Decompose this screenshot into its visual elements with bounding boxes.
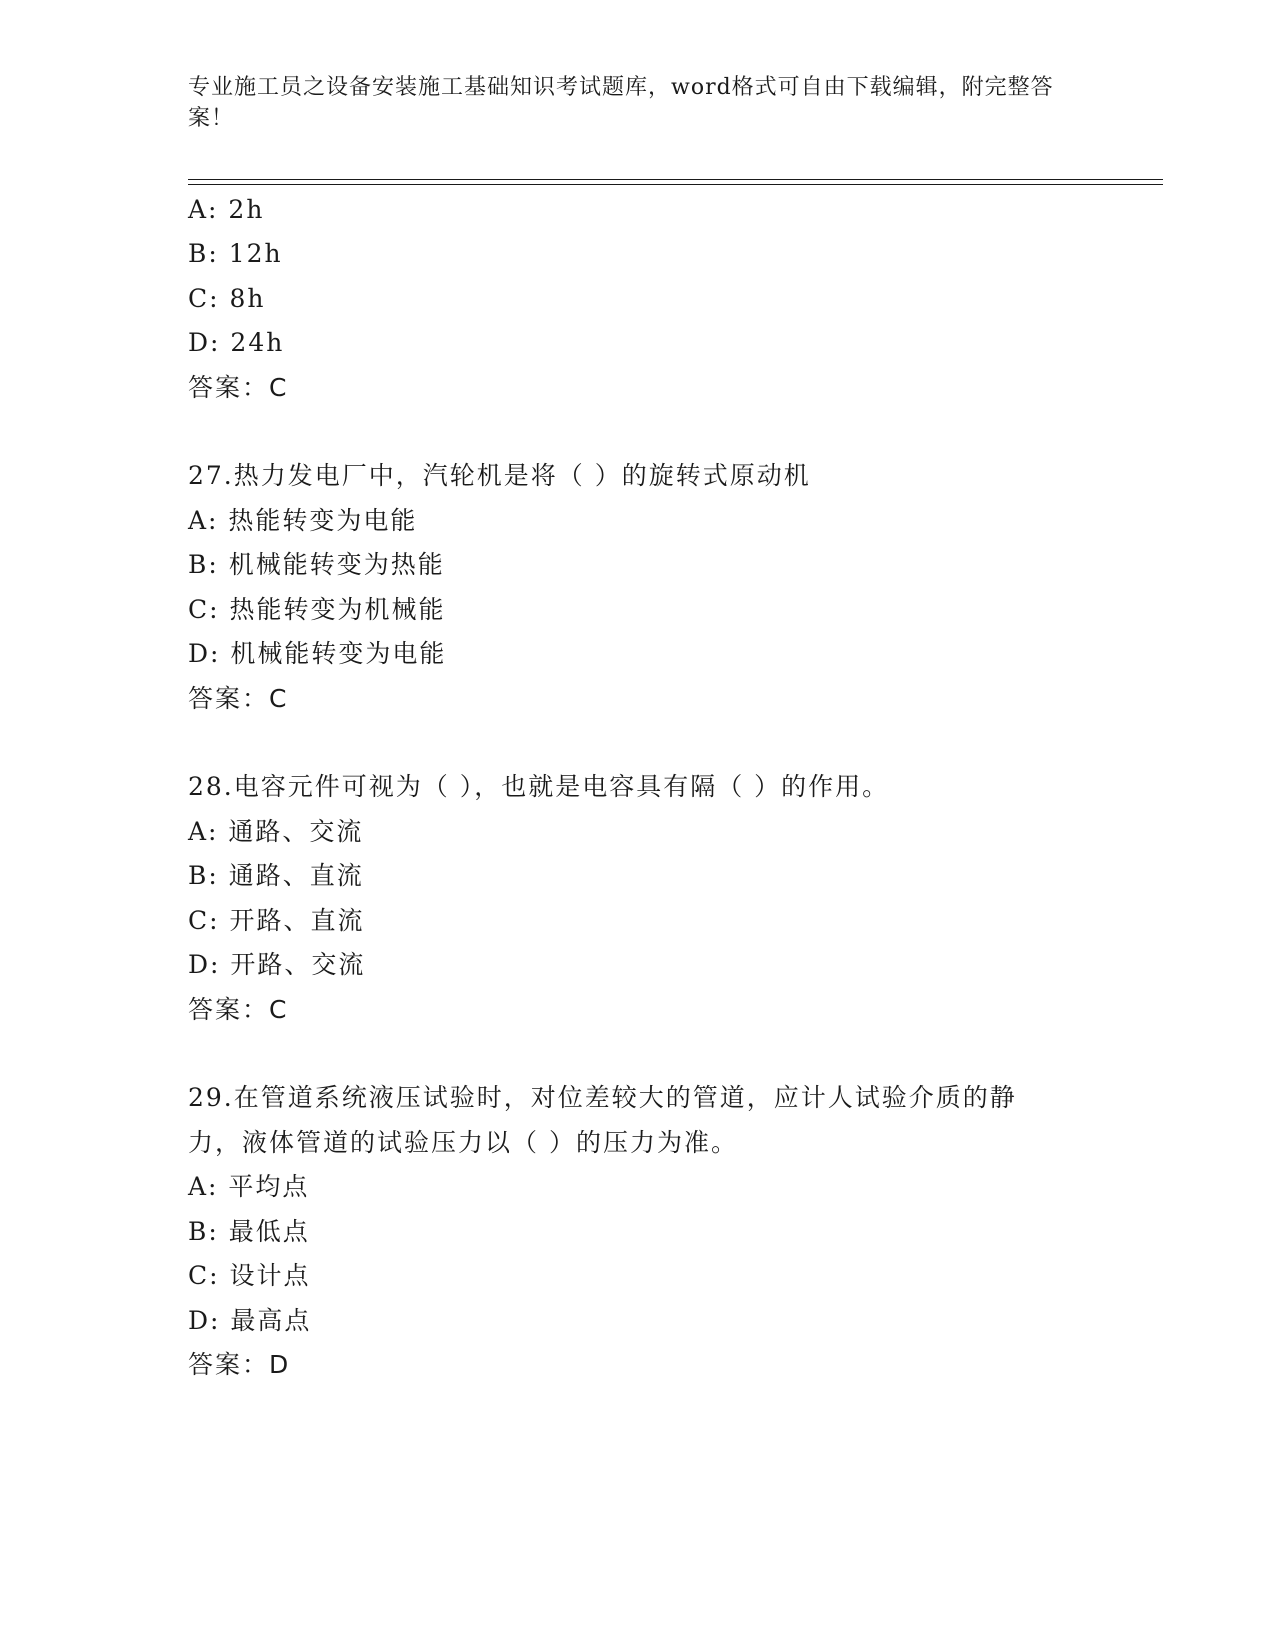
q28-option-a: A: 通路、交流 — [188, 817, 364, 846]
q27-option-c: C: 热能转变为机械能 — [188, 595, 446, 624]
q26-option-b: B: 12h — [188, 239, 283, 268]
q29-option-d: D: 最高点 — [188, 1306, 312, 1335]
q28-option-d: D: 开路、交流 — [188, 950, 366, 979]
document-header: 专业施工员之设备安装施工基础知识考试题库，word格式可自由下载编辑，附完整答案！ — [188, 75, 1054, 131]
q26-option-a: A: 2h — [188, 195, 265, 224]
q29-question-line-2: 力，液体管道的试验压力以（ ）的压力为准。 — [188, 1128, 738, 1157]
q29-option-a: A: 平均点 — [188, 1172, 310, 1201]
q26-option-d: D: 24h — [188, 328, 285, 357]
q26-answer: 答案：C — [188, 373, 289, 402]
q27-option-b: B: 机械能转变为热能 — [188, 550, 445, 579]
q28-answer: 答案：C — [188, 995, 289, 1024]
q27-answer: 答案：C — [188, 684, 289, 713]
q28-question: 28.电容元件可视为（ ），也就是电容具有隔（ ）的作用。 — [188, 772, 890, 801]
header-divider-top — [188, 179, 1163, 180]
q27-option-d: D: 机械能转变为电能 — [188, 639, 447, 668]
q27-option-a: A: 热能转变为电能 — [188, 506, 418, 535]
q26-option-c: C: 8h — [188, 284, 266, 313]
q29-option-b: B: 最低点 — [188, 1217, 310, 1246]
q29-answer: 答案：D — [188, 1350, 291, 1379]
q29-option-c: C: 设计点 — [188, 1261, 311, 1290]
q27-question: 27.热力发电厂中，汽轮机是将（ ）的旋转式原动机 — [188, 461, 811, 490]
q28-option-c: C: 开路、直流 — [188, 906, 365, 935]
q28-option-b: B: 通路、直流 — [188, 861, 364, 890]
header-divider-bottom — [188, 184, 1163, 185]
q29-question-line-1: 29.在管道系统液压试验时，对位差较大的管道，应计人试验介质的静 — [188, 1083, 1017, 1112]
